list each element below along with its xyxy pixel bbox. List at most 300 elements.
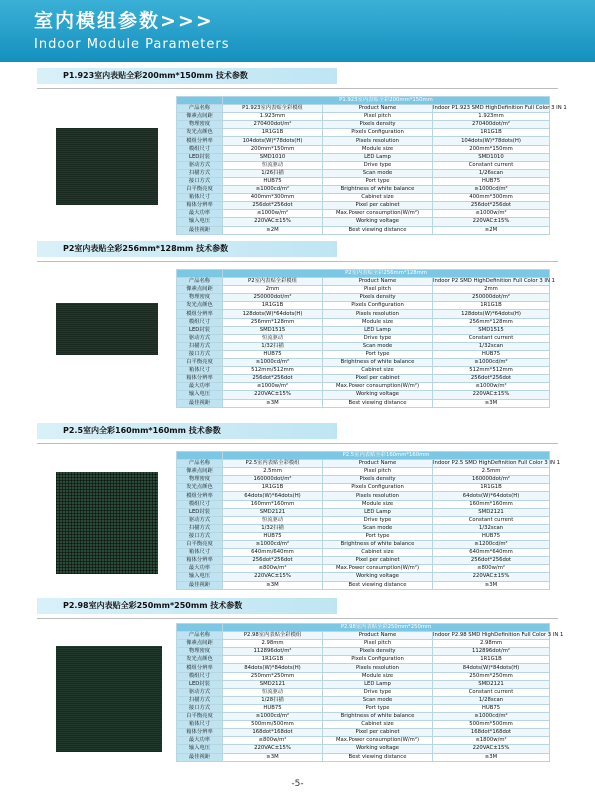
table-row	[177, 680, 550, 688]
param-value-en: 256dot*256dot	[433, 375, 550, 383]
table-row	[177, 278, 550, 286]
param-value-cn: ≤1000w/m²	[223, 210, 323, 218]
table-header-title: P2.98室内表贴全彩250mm*250mm	[223, 624, 550, 632]
param-value-cn: SMD2121	[223, 680, 323, 688]
param-label-cn: 箱体分辨率	[177, 375, 223, 383]
param-value-cn: 160000dot/m²	[223, 476, 323, 484]
param-value-cn: SMD2121	[223, 508, 323, 516]
param-label-en: Pixel per cabinet	[323, 729, 433, 737]
param-value-cn: 256dot*256dot	[223, 202, 323, 210]
param-value-en: ≥1000cd/m²	[433, 359, 550, 367]
table-row	[177, 672, 550, 680]
param-value-en: Constant current	[433, 334, 550, 342]
param-label-cn: 接口方式	[177, 350, 223, 358]
divider	[37, 618, 558, 619]
param-label-en: Pixel per cabinet	[323, 557, 433, 565]
table-row	[177, 302, 550, 310]
param-label-cn: 最大功率	[177, 737, 223, 745]
led-module-image	[56, 303, 158, 355]
param-value-en: ≤800w/m²	[433, 565, 550, 573]
param-value-en: 220VAC±15%	[433, 573, 550, 581]
param-label-en: Best viewing distance	[323, 399, 433, 407]
table-row	[177, 350, 550, 358]
param-label-en: Drive type	[323, 334, 433, 342]
table-row	[177, 640, 550, 648]
param-value-cn: 恒流驱动	[223, 161, 323, 169]
param-label-en: Pixel pitch	[323, 640, 433, 648]
table-row	[177, 105, 550, 113]
table-row	[177, 581, 550, 589]
param-value-cn: 1/28扫描	[223, 696, 323, 704]
param-value-cn: 220VAC±15%	[223, 218, 323, 226]
param-label-en: Pixels resolution	[323, 664, 433, 672]
table-header-title: P2室内表贴全彩256mm*128mm	[223, 270, 550, 278]
table-row	[177, 318, 550, 326]
table-row	[177, 399, 550, 407]
param-value-cn: P2室内表贴全彩模组	[223, 278, 323, 286]
param-value-en: ≥3M	[433, 581, 550, 589]
param-label-en: Drive type	[323, 516, 433, 524]
param-value-cn: 104dots(W)*78dots(H)	[223, 137, 323, 145]
param-value-cn: 1R1G1B	[223, 484, 323, 492]
param-value-en: 1/28scan	[433, 696, 550, 704]
param-value-cn: P1.923室内表贴全彩模组	[223, 105, 323, 113]
param-value-en: 128dots(W)*64dots(H)	[433, 310, 550, 318]
param-value-en: 1.923mm	[433, 113, 550, 121]
param-label-en: Cabinet size	[323, 721, 433, 729]
param-label-cn: 最大功率	[177, 383, 223, 391]
table-header-title: P1.923室内表贴全彩200mm*150mm	[223, 97, 550, 105]
param-value-cn: 2.5mm	[223, 468, 323, 476]
param-value-cn: ≥3M	[223, 581, 323, 589]
table-row	[177, 557, 550, 565]
param-label-cn: 模组分辨率	[177, 310, 223, 318]
param-value-cn: 84dots(W)*84dots(H)	[223, 664, 323, 672]
param-label-en: Product Name	[323, 632, 433, 640]
param-label-cn: 箱体尺寸	[177, 549, 223, 557]
param-label-cn: 物理密度	[177, 294, 223, 302]
param-label-en: Pixels density	[323, 648, 433, 656]
param-value-en: 2.98mm	[433, 640, 550, 648]
param-label-en: Module size	[323, 500, 433, 508]
param-value-en: SMD1010	[433, 153, 550, 161]
param-label-en: Pixel per cabinet	[323, 375, 433, 383]
param-label-en: Pixels Configuration	[323, 484, 433, 492]
divider	[37, 88, 558, 89]
param-label-en: Pixel per cabinet	[323, 202, 433, 210]
param-label-cn: 驱动方式	[177, 516, 223, 524]
param-value-cn: HUB75	[223, 704, 323, 712]
param-value-en: 512mm*512mm	[433, 367, 550, 375]
param-label-en: Pixels density	[323, 294, 433, 302]
param-value-en: ≤1800w/m²	[433, 737, 550, 745]
table-row	[177, 532, 550, 540]
param-label-cn: 模组尺寸	[177, 318, 223, 326]
param-value-en: 1R1G1B	[433, 302, 550, 310]
param-label-cn: 像素点间距	[177, 640, 223, 648]
param-value-cn: 恒流驱动	[223, 516, 323, 524]
param-label-cn: 驱动方式	[177, 688, 223, 696]
param-label-en: Port type	[323, 532, 433, 540]
param-value-cn: 1R1G1B	[223, 302, 323, 310]
section-title: P2室内表贴全彩256mm*128mm 技术参数	[37, 241, 337, 257]
param-value-en: 1/32scan	[433, 342, 550, 350]
param-label-en: Best viewing distance	[323, 226, 433, 234]
table-row	[177, 161, 550, 169]
param-label-en: Working voltage	[323, 218, 433, 226]
table-row	[177, 186, 550, 194]
param-label-cn: 驱动方式	[177, 334, 223, 342]
table-row	[177, 656, 550, 664]
param-value-cn: 256dot*256dot	[223, 557, 323, 565]
param-label-cn: 白平衡亮度	[177, 541, 223, 549]
param-label-cn: LED封装	[177, 680, 223, 688]
led-module-image	[56, 646, 162, 752]
param-value-en: 2mm	[433, 286, 550, 294]
param-value-en: ≤1000w/m²	[433, 210, 550, 218]
param-value-en: 220VAC±15%	[433, 391, 550, 399]
param-value-cn: 270400dot/m²	[223, 121, 323, 129]
section-title: P1.923室内表贴全彩200mm*150mm 技术参数	[37, 68, 337, 84]
param-value-cn: 250000dot/m²	[223, 294, 323, 302]
param-label-en: Scan mode	[323, 342, 433, 350]
param-label-en: Max.Power consumption(W/m²)	[323, 383, 433, 391]
param-label-cn: 最佳视距	[177, 399, 223, 407]
param-value-en: 640mm*640mm	[433, 549, 550, 557]
param-value-en: 64dots(W)*64dots(H)	[433, 492, 550, 500]
param-label-en: Port type	[323, 177, 433, 185]
param-value-cn: HUB75	[223, 350, 323, 358]
param-value-en: 220VAC±15%	[433, 218, 550, 226]
param-label-en: Pixel pitch	[323, 113, 433, 121]
table-row	[177, 688, 550, 696]
table-row	[177, 476, 550, 484]
param-value-en: ≥1000cd/m²	[433, 186, 550, 194]
param-value-cn: 恒流驱动	[223, 688, 323, 696]
param-value-en: ≥3M	[433, 753, 550, 761]
param-label-cn: 发光点颜色	[177, 656, 223, 664]
table-header-blank	[177, 270, 223, 278]
param-value-cn: ≥1000cd/m²	[223, 713, 323, 721]
param-label-cn: 最佳视距	[177, 753, 223, 761]
param-label-cn: 白平衡亮度	[177, 713, 223, 721]
table-row	[177, 391, 550, 399]
param-label-en: Drive type	[323, 688, 433, 696]
param-value-en: Indoor P2 SMD HighDefinition Full Color 3 IN 1	[433, 278, 555, 285]
table-row	[177, 549, 550, 557]
param-value-en: 1/32scan	[433, 524, 550, 532]
table-row	[177, 113, 550, 121]
param-label-cn: 模组尺寸	[177, 145, 223, 153]
table-row	[177, 310, 550, 318]
param-label-en: Module size	[323, 672, 433, 680]
table-row	[177, 704, 550, 712]
param-label-en: Pixels Configuration	[323, 302, 433, 310]
param-label-en: Max.Power consumption(W/m²)	[323, 737, 433, 745]
param-value-en: ≤1000w/m²	[433, 383, 550, 391]
param-label-cn: 产品名称	[177, 105, 223, 113]
param-label-cn: 最大功率	[177, 210, 223, 218]
table-row	[177, 573, 550, 581]
param-value-en: 1R1G1B	[433, 484, 550, 492]
param-label-en: Pixels resolution	[323, 137, 433, 145]
param-value-en: 1R1G1B	[433, 129, 550, 137]
param-label-en: Pixels Configuration	[323, 656, 433, 664]
spec-table	[176, 269, 555, 408]
param-value-cn: 220VAC±15%	[223, 745, 323, 753]
param-label-en: Port type	[323, 704, 433, 712]
param-value-en: 160mm*160mm	[433, 500, 550, 508]
param-value-cn: HUB75	[223, 532, 323, 540]
param-label-en: Working voltage	[323, 391, 433, 399]
param-value-cn: SMD1515	[223, 326, 323, 334]
param-value-en: ≥3M	[433, 399, 550, 407]
param-label-cn: 最佳视距	[177, 581, 223, 589]
table-row	[177, 137, 550, 145]
param-label-en: Product Name	[323, 460, 433, 468]
param-label-cn: 输入电压	[177, 573, 223, 581]
param-label-en: Best viewing distance	[323, 753, 433, 761]
param-value-cn: 640mm/640mm	[223, 549, 323, 557]
param-value-cn: HUB75	[223, 177, 323, 185]
param-label-cn: 发光点颜色	[177, 484, 223, 492]
param-label-cn: 扫描方式	[177, 169, 223, 177]
param-label-en: Cabinet size	[323, 194, 433, 202]
table-row	[177, 334, 550, 342]
table-row	[177, 745, 550, 753]
table-row	[177, 713, 550, 721]
divider	[37, 443, 558, 444]
param-value-cn: 2mm	[223, 286, 323, 294]
param-label-cn: 箱体尺寸	[177, 194, 223, 202]
param-value-cn: P2.98室内表贴全彩模组	[223, 632, 323, 640]
param-value-cn: ≥1000cd/m²	[223, 186, 323, 194]
param-label-en: Scan mode	[323, 169, 433, 177]
param-value-en: ≥2M	[433, 226, 550, 234]
param-value-en: 256dot*256dot	[433, 557, 550, 565]
param-label-cn: 扫描方式	[177, 342, 223, 350]
param-label-en: Brightness of white balance	[323, 359, 433, 367]
param-value-en: ≥1000cd/m²	[433, 713, 550, 721]
param-value-en: 1R1G1B	[433, 656, 550, 664]
table-row	[177, 294, 550, 302]
param-value-en: Constant current	[433, 161, 550, 169]
param-value-cn: ≤800w/m²	[223, 737, 323, 745]
param-label-en: Pixels resolution	[323, 310, 433, 318]
table-row	[177, 169, 550, 177]
param-label-cn: 模组尺寸	[177, 500, 223, 508]
param-label-cn: 白平衡亮度	[177, 359, 223, 367]
param-label-cn: 物理密度	[177, 648, 223, 656]
param-value-en: ≥1200cd/m²	[433, 541, 550, 549]
param-label-en: Scan mode	[323, 524, 433, 532]
param-value-en: HUB75	[433, 177, 550, 185]
param-value-cn: 112896dot/m²	[223, 648, 323, 656]
param-label-en: LED Lamp	[323, 680, 433, 688]
param-value-en: Indoor P2.98 SMD HighDefinition Full Color 3 IN 1	[433, 632, 564, 639]
param-value-cn: ≥1000cd/m²	[223, 359, 323, 367]
page-header	[0, 0, 595, 62]
table-row	[177, 664, 550, 672]
param-label-cn: 物理密度	[177, 476, 223, 484]
table-row	[177, 153, 550, 161]
param-value-en: 168dot*168dot	[433, 729, 550, 737]
param-label-cn: 扫描方式	[177, 524, 223, 532]
table-header-blank	[177, 452, 223, 460]
table-row	[177, 737, 550, 745]
table-row	[177, 326, 550, 334]
param-label-cn: 物理密度	[177, 121, 223, 129]
param-value-en: HUB75	[433, 350, 550, 358]
param-label-cn: 输入电压	[177, 745, 223, 753]
param-label-cn: 箱体分辨率	[177, 729, 223, 737]
param-label-cn: LED封装	[177, 326, 223, 334]
param-label-cn: 白平衡亮度	[177, 186, 223, 194]
table-row	[177, 721, 550, 729]
param-label-cn: 产品名称	[177, 632, 223, 640]
header-title-cn: 室内模组参数>>>	[34, 10, 214, 32]
param-label-en: Cabinet size	[323, 367, 433, 375]
param-value-en: 256mm*128mm	[433, 318, 550, 326]
param-label-cn: 模组分辨率	[177, 664, 223, 672]
table-row	[177, 145, 550, 153]
table-row	[177, 194, 550, 202]
param-label-cn: 接口方式	[177, 177, 223, 185]
param-value-cn: 512mm/512mm	[223, 367, 323, 375]
table-row	[177, 129, 550, 137]
param-value-en: 112896dot/m²	[433, 648, 550, 656]
param-label-cn: 接口方式	[177, 532, 223, 540]
param-label-cn: 最大功率	[177, 565, 223, 573]
table-header-blank	[177, 97, 223, 105]
param-value-cn: 1.923mm	[223, 113, 323, 121]
param-label-en: Pixel pitch	[323, 468, 433, 476]
param-value-cn: 220VAC±15%	[223, 391, 323, 399]
param-value-cn: 168dot*168dot	[223, 729, 323, 737]
page-number: -5-	[291, 779, 304, 789]
param-value-en: Constant current	[433, 516, 550, 524]
param-label-cn: 模组尺寸	[177, 672, 223, 680]
param-value-cn: ≥2M	[223, 226, 323, 234]
param-value-cn: ≤800w/m²	[223, 565, 323, 573]
table-row	[177, 342, 550, 350]
param-label-cn: 输入电压	[177, 391, 223, 399]
param-value-cn: 256mm*128mm	[223, 318, 323, 326]
spec-table	[176, 96, 567, 235]
param-value-cn: SMD1010	[223, 153, 323, 161]
param-label-en: Brightness of white balance	[323, 713, 433, 721]
param-label-cn: 接口方式	[177, 704, 223, 712]
table-row	[177, 484, 550, 492]
param-label-en: Brightness of white balance	[323, 541, 433, 549]
param-value-en: 400mm*300mm	[433, 194, 550, 202]
param-label-en: Drive type	[323, 161, 433, 169]
table-row	[177, 516, 550, 524]
param-value-en: HUB75	[433, 704, 550, 712]
table-row	[177, 375, 550, 383]
param-label-en: Pixels density	[323, 121, 433, 129]
param-value-en: 250000dot/m²	[433, 294, 550, 302]
spec-table	[176, 451, 561, 590]
param-label-cn: LED封装	[177, 508, 223, 516]
table-row	[177, 508, 550, 516]
param-label-cn: 箱体尺寸	[177, 721, 223, 729]
spec-table	[176, 623, 564, 762]
param-label-cn: 驱动方式	[177, 161, 223, 169]
param-label-en: LED Lamp	[323, 508, 433, 516]
param-value-en: 270400dot/m²	[433, 121, 550, 129]
param-label-cn: 模组分辨率	[177, 137, 223, 145]
table-row	[177, 177, 550, 185]
param-value-cn: 2.98mm	[223, 640, 323, 648]
param-value-en: 250mm*250mm	[433, 672, 550, 680]
param-label-cn: 模组分辨率	[177, 492, 223, 500]
table-header-blank	[177, 624, 223, 632]
param-label-en: LED Lamp	[323, 153, 433, 161]
param-value-cn: 1R1G1B	[223, 656, 323, 664]
param-value-cn: 200mm*150mm	[223, 145, 323, 153]
table-header-title: P2.5室内表贴全彩160mm*160mm	[223, 452, 550, 460]
param-value-cn: 220VAC±15%	[223, 573, 323, 581]
param-label-en: Pixel pitch	[323, 286, 433, 294]
param-label-cn: 发光点颜色	[177, 129, 223, 137]
param-label-en: Module size	[323, 318, 433, 326]
table-row	[177, 286, 550, 294]
param-label-cn: 箱体尺寸	[177, 367, 223, 375]
param-value-en: 220VAC±15%	[433, 745, 550, 753]
param-value-en: 200mm*150mm	[433, 145, 550, 153]
param-value-cn: 1/26扫描	[223, 169, 323, 177]
param-label-cn: 发光点颜色	[177, 302, 223, 310]
param-value-cn: 64dots(W)*64dots(H)	[223, 492, 323, 500]
param-label-cn: 像素点间距	[177, 113, 223, 121]
table-row	[177, 460, 550, 468]
table-row	[177, 524, 550, 532]
param-label-cn: 箱体分辨率	[177, 557, 223, 565]
param-label-en: Module size	[323, 145, 433, 153]
table-row	[177, 492, 550, 500]
param-value-en: HUB75	[433, 532, 550, 540]
param-label-en: Max.Power consumption(W/m²)	[323, 210, 433, 218]
param-value-cn: 500mm/500mm	[223, 721, 323, 729]
table-row	[177, 367, 550, 375]
param-label-cn: 最佳视距	[177, 226, 223, 234]
table-row	[177, 218, 550, 226]
param-label-en: Pixels Configuration	[323, 129, 433, 137]
param-value-en: 1/26scan	[433, 169, 550, 177]
header-title-en: Indoor Module Parameters	[34, 37, 230, 52]
param-label-cn: 像素点间距	[177, 286, 223, 294]
table-row	[177, 753, 550, 761]
param-label-en: Best viewing distance	[323, 581, 433, 589]
param-value-en: 84dots(W)*84dots(H)	[433, 664, 550, 672]
table-row	[177, 729, 550, 737]
param-label-en: Scan mode	[323, 696, 433, 704]
param-value-en: SMD2121	[433, 508, 550, 516]
table-row	[177, 226, 550, 234]
param-value-cn: 1/32扫描	[223, 524, 323, 532]
param-value-en: 104dots(W)*78dots(H)	[433, 137, 550, 145]
param-label-en: Max.Power consumption(W/m²)	[323, 565, 433, 573]
section-title: P2.98室内表贴全彩250mm*250mm 技术参数	[37, 598, 337, 614]
table-row	[177, 648, 550, 656]
table-row	[177, 632, 550, 640]
param-label-cn: 像素点间距	[177, 468, 223, 476]
table-row	[177, 468, 550, 476]
table-row	[177, 565, 550, 573]
param-label-en: LED Lamp	[323, 326, 433, 334]
param-label-cn: 箱体分辨率	[177, 202, 223, 210]
